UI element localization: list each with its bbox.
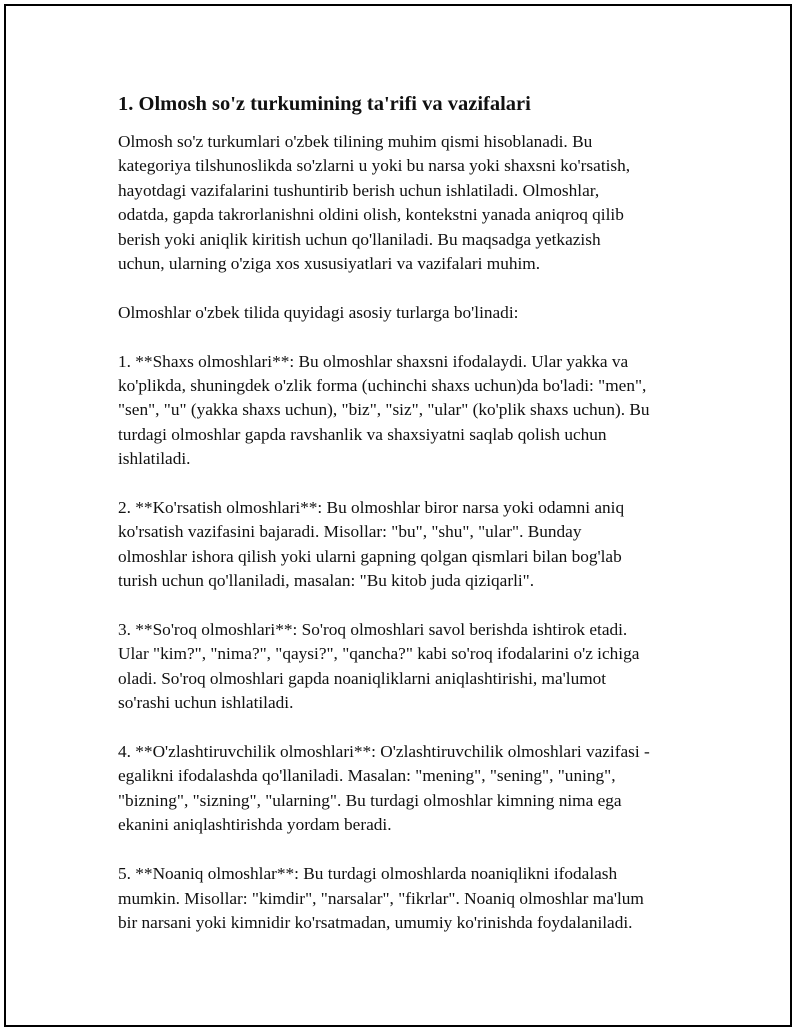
text-line: hayotdagi vazifalarini tushuntirib berish uchun ishlatiladi. Olmoshlar, [118,180,600,200]
text-line: bir narsani yoki kimnidir ko'rsatmadan, umumiy ko'rinishda foydalaniladi. [118,912,633,932]
text-line: ko'plikda, shuningdek o'zlik forma (uchinchi shaxs uchun)da bo'ladi: "men", [118,376,647,396]
text-line: turdagi olmoshlar gapda ravshanlik va shaxsiyatni saqlab qolish uchun [118,424,607,444]
text-line: olmoshlar ishora qilish yoki ularni gapning qolgan qismlari bilan bog'lab [118,546,622,566]
text-line: 4. **O'zlashtiruvchilik olmoshlari**: O'zlashtiruvchilik olmoshlari vazifasi - [118,742,650,762]
text-line: turish uchun qo'llaniladi, masalan: "Bu kitob juda qiziqarli". [118,571,535,591]
document-body [118,90,698,935]
paragraph-indefinite-pronouns [118,862,698,935]
text-line: Olmosh so'z turkumlari o'zbek tilining muhim qismi hisoblanadi. Bu [118,132,593,151]
text-line: "bizning", "sizning", "ularning". Bu turdagi olmoshlar kimning nima ega [118,790,622,810]
text-line: 1. **Shaxs olmoshlari**: Bu olmoshlar shaxsni ifodalaydi. Ular yakka va [118,351,629,371]
text-line: "sen", "u" (yakka shaxs uchun), "biz", "siz", "ular" (ko'plik shaxs uchun). Bu [118,400,650,420]
text-line: egalikni ifodalashda qo'llaniladi. Masalan: "mening", "sening", "uning", [118,766,616,786]
paragraph-types-intro [118,301,698,325]
text-line: ekanini aniqlashtirishda yordam beradi. [118,815,392,835]
paragraph-possessive-pronouns [118,740,698,838]
text-line: uchun, ularning o'ziga xos xususiyatlari va vazifalari muhim. [118,254,541,274]
text-line: odatda, gapda takrorlanishni oldini olish, kontekstni yanada aniqroq qilib [118,205,624,225]
text-line: oladi. So'roq olmoshlari gapda noaniqliklarni aniqlashtirishi, ma'lumot [118,668,607,688]
text-line: mumkin. Misollar: "kimdir", "narsalar", "fikrlar". Noaniq olmoshlar ma'lum [118,888,644,908]
text-line: Ular "kim?", "nima?", "qaysi?", "qancha?" kabi so'roq ifodalarini o'z ichiga [118,644,640,664]
text-line: 2. **Ko'rsatish olmoshlari**: Bu olmoshlar biror narsa yoki odamni aniq [118,498,625,518]
section-title: 1. Olmosh so'z turkumining ta'rifi va vazifalari [118,93,531,115]
text-line: berish yoki aniqlik kiritish uchun qo'llaniladi. Bu maqsadga yetkazish [118,229,601,249]
paragraph-personal-pronouns [118,350,698,472]
text-line: 5. **Noaniq olmoshlar**: Bu turdagi olmoshlarda noaniqlikni ifodalash [118,864,618,884]
text-line: Olmoshlar o'zbek tilida quyidagi asosiy turlarga bo'linadi: [118,302,519,322]
text-line: 3. **So'roq olmoshlari**: So'roq olmoshlari savol berishda ishtirok etadi. [118,620,628,640]
text-line: ishlatiladi. [118,449,191,469]
text-line: kategoriya tilshunoslikda so'zlarni u yoki bu narsa yoki shaxsni ko'rsatish, [118,156,631,176]
paragraph-demonstrative-pronouns [118,496,698,594]
paragraph-interrogative-pronouns [118,618,698,716]
paragraph-intro [118,130,698,276]
text-line: ko'rsatish vazifasini bajaradi. Misollar: "bu", "shu", "ular". Bunday [118,522,582,542]
text-line: so'rashi uchun ishlatiladi. [118,693,294,713]
